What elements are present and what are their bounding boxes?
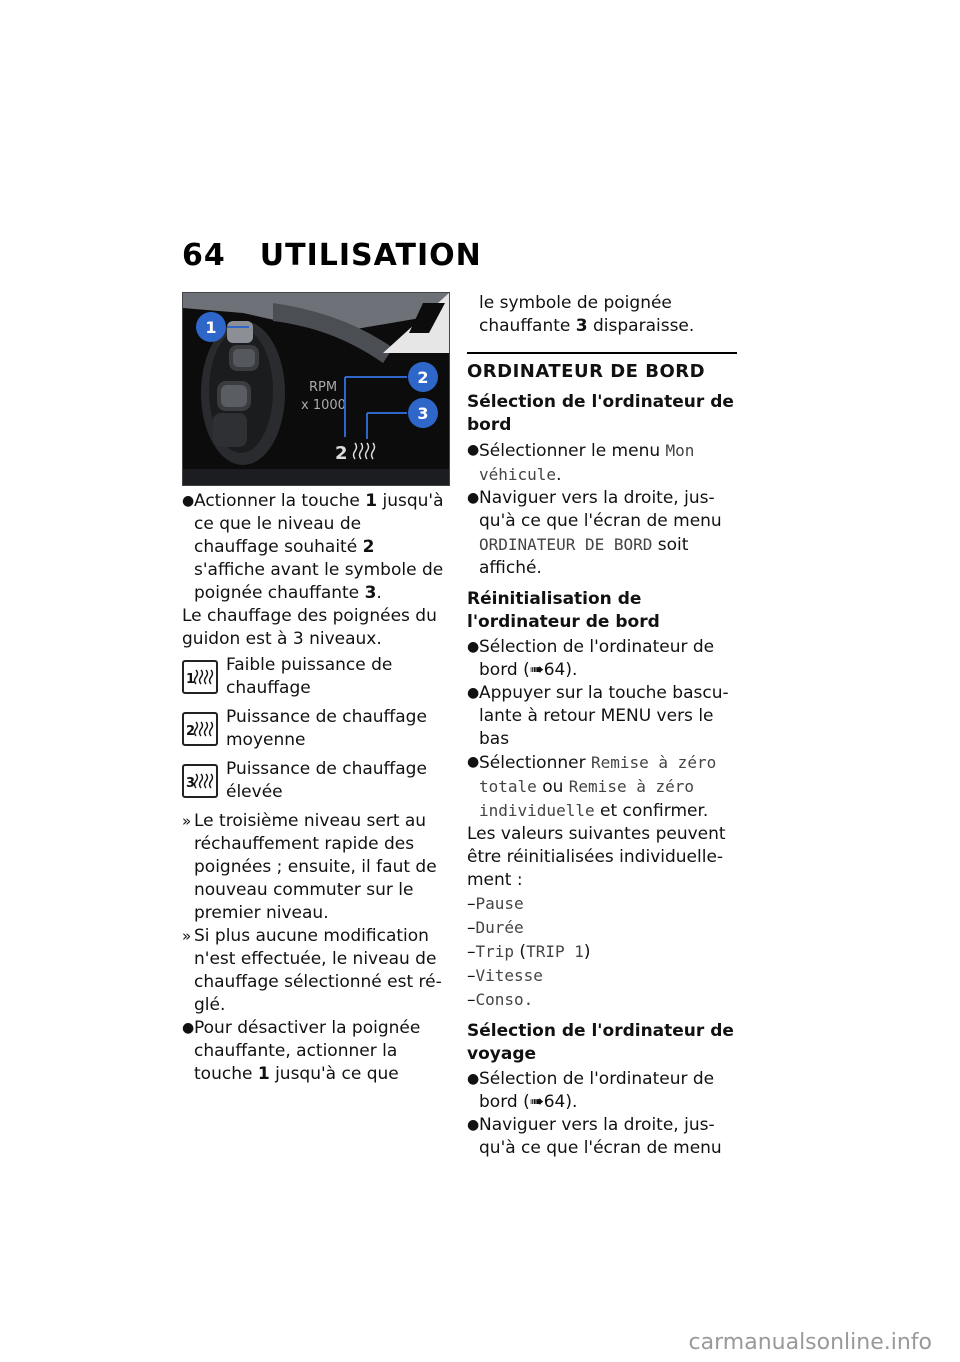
page-number: 64 xyxy=(182,238,226,273)
instruction-activate xyxy=(182,490,450,605)
text: et confirmer. xyxy=(594,801,709,821)
text: Appuyer sur la touche basculante à retour MENU vers le bas xyxy=(479,683,729,749)
handlebar-photo xyxy=(182,292,450,486)
key-ref: 2 xyxy=(362,537,375,557)
text: disparaisse. xyxy=(587,316,695,336)
subsection-select-trip-computer: Sélection de l'ordinateur de voyage xyxy=(467,1021,734,1064)
section-divider xyxy=(467,352,737,354)
heat-level-1-icon xyxy=(182,660,218,694)
svg-text:1: 1 xyxy=(186,672,196,687)
text: Si plus aucune modification n'est effectuée, le niveau de chauffage sélectionné est réglé. xyxy=(194,926,442,1015)
menu-name: ORDINATEUR DE BORD xyxy=(479,535,653,554)
menu-name: Mon véhicule xyxy=(479,441,695,484)
menu-name: Remise à zéro totale xyxy=(479,753,717,796)
text: Sélectionner le menu xyxy=(479,441,666,461)
page-title: UTILISATION xyxy=(259,238,482,273)
step-select-computer-trip xyxy=(467,1068,737,1114)
heat-level-3-text: Puissance de chauffage élevée xyxy=(226,759,427,802)
bullet-dot: ● xyxy=(182,493,195,509)
key-ref: 3 xyxy=(575,316,588,336)
reset-values-list xyxy=(467,892,737,1012)
text: Sélectionner xyxy=(479,753,591,773)
rpm-scale-label: x 1000 xyxy=(301,398,346,413)
value-name: Trip xyxy=(475,942,515,961)
note-third-level xyxy=(182,810,450,925)
note-no-change xyxy=(182,925,450,1017)
svg-text:3: 3 xyxy=(186,776,196,791)
watermark: carmanualsonline.info xyxy=(688,1330,932,1355)
bullet-dot: ● xyxy=(467,685,480,701)
page-ref: 64 xyxy=(543,1092,566,1112)
text: Sélection de l'ordinateur de bord ( xyxy=(479,637,715,680)
page-header xyxy=(182,238,482,273)
instruction-deactivate xyxy=(182,1017,450,1086)
step-select-menu xyxy=(467,439,737,487)
bullet-dot: ● xyxy=(467,442,480,458)
instruction-continuation xyxy=(467,292,737,338)
text: ou xyxy=(536,777,569,797)
text: Pour désactiver la poignée chauffante, actionner la touche xyxy=(194,1018,421,1084)
heat-level-digit: 2 xyxy=(335,443,348,464)
callout-2-label: 2 xyxy=(417,368,429,387)
bullet-dot: ● xyxy=(467,490,480,506)
text: jusqu'à ce que xyxy=(269,1064,399,1084)
list-item: –Trip (TRIP 1) xyxy=(467,942,591,962)
key-ref: 1 xyxy=(257,1064,270,1084)
text: ). xyxy=(565,1092,578,1112)
text: Actionner la touche xyxy=(194,491,366,511)
levels-intro: Le chauffage des poignées du guidon est à 3 niveaux. xyxy=(182,606,437,649)
text: Le troisième niveau sert au réchauffement rapide des poignées ; ensuite, il faut de nouveau commuter sur le premier niveau. xyxy=(194,811,437,923)
text: le symbole de poignée chauffante xyxy=(479,293,672,336)
handlebar-illustration xyxy=(183,293,449,485)
key-ref: 1 xyxy=(365,491,378,511)
heat-level-2-text: Puissance de chauffage moyenne xyxy=(226,707,427,750)
page-ref-arrow-icon: ➠ xyxy=(529,1092,544,1112)
heat-level-3 xyxy=(182,758,450,804)
values-intro: Les valeurs suivantes peuvent être réinitialisées individuellement : xyxy=(467,824,726,890)
list-item: –Durée xyxy=(467,918,524,938)
step-navigate-right-trip xyxy=(467,1114,737,1160)
value-name: Durée xyxy=(475,918,524,937)
text: Naviguer vers la droite, jusqu'à ce que l'écran de menu xyxy=(479,1115,722,1158)
left-column xyxy=(182,292,450,1086)
value-detail: TRIP 1 xyxy=(526,942,584,961)
text: soit affiché. xyxy=(479,535,689,578)
key-ref: 3 xyxy=(364,583,377,603)
list-item: –Pause xyxy=(467,894,524,914)
step-press-menu xyxy=(467,682,737,751)
step-select-computer xyxy=(467,636,737,682)
subsection-select-computer: Sélection de l'ordinateur de bord xyxy=(467,392,734,435)
result-arrow-icon: » xyxy=(182,927,192,945)
list-item: –Conso. xyxy=(467,990,534,1010)
text: . xyxy=(556,465,562,485)
text: Sélection de l'ordinateur de bord ( xyxy=(479,1069,715,1112)
bullet-dot: ● xyxy=(182,1020,195,1036)
bullet-dot: ● xyxy=(467,639,480,655)
value-name: Pause xyxy=(475,894,524,913)
text: s'affiche avant le symbole de poignée chauffante xyxy=(194,560,444,603)
heat-level-1 xyxy=(182,654,450,700)
bullet-dot: ● xyxy=(467,754,480,770)
list-item: –Vitesse xyxy=(467,966,543,986)
text: Naviguer vers la droite, jusqu'à ce que l'écran de menu xyxy=(479,488,722,531)
section-title: ORDINATEUR DE BORD xyxy=(467,361,706,382)
subsection-reset-computer: Réinitialisation de l'ordinateur de bord xyxy=(467,589,660,632)
text: ). xyxy=(565,660,578,680)
heat-level-2-icon xyxy=(182,712,218,746)
page-ref: 64 xyxy=(543,660,566,680)
step-navigate-right xyxy=(467,487,737,580)
menu-name: Remise à zéro individuelle xyxy=(479,777,695,820)
callout-1-label: 1 xyxy=(205,318,217,337)
heat-level-3-icon xyxy=(182,764,218,798)
right-column xyxy=(467,292,737,1160)
text: . xyxy=(376,583,382,603)
bullet-dot: ● xyxy=(467,1071,480,1087)
value-name: Conso. xyxy=(475,990,534,1009)
callout-3-label: 3 xyxy=(417,404,429,423)
result-arrow-icon: » xyxy=(182,812,192,830)
step-select-reset xyxy=(467,751,737,823)
bullet-dot: ● xyxy=(467,1117,480,1133)
heat-level-2 xyxy=(182,706,450,752)
value-name: Vitesse xyxy=(475,966,543,985)
rpm-label: RPM xyxy=(309,380,338,395)
heat-level-1-text: Faible puissance de chauffage xyxy=(226,655,393,698)
page-ref-arrow-icon: ➠ xyxy=(529,660,544,680)
svg-text:2: 2 xyxy=(186,724,196,739)
text: jusqu'à ce que le niveau de chauffage souhaité xyxy=(194,491,444,557)
